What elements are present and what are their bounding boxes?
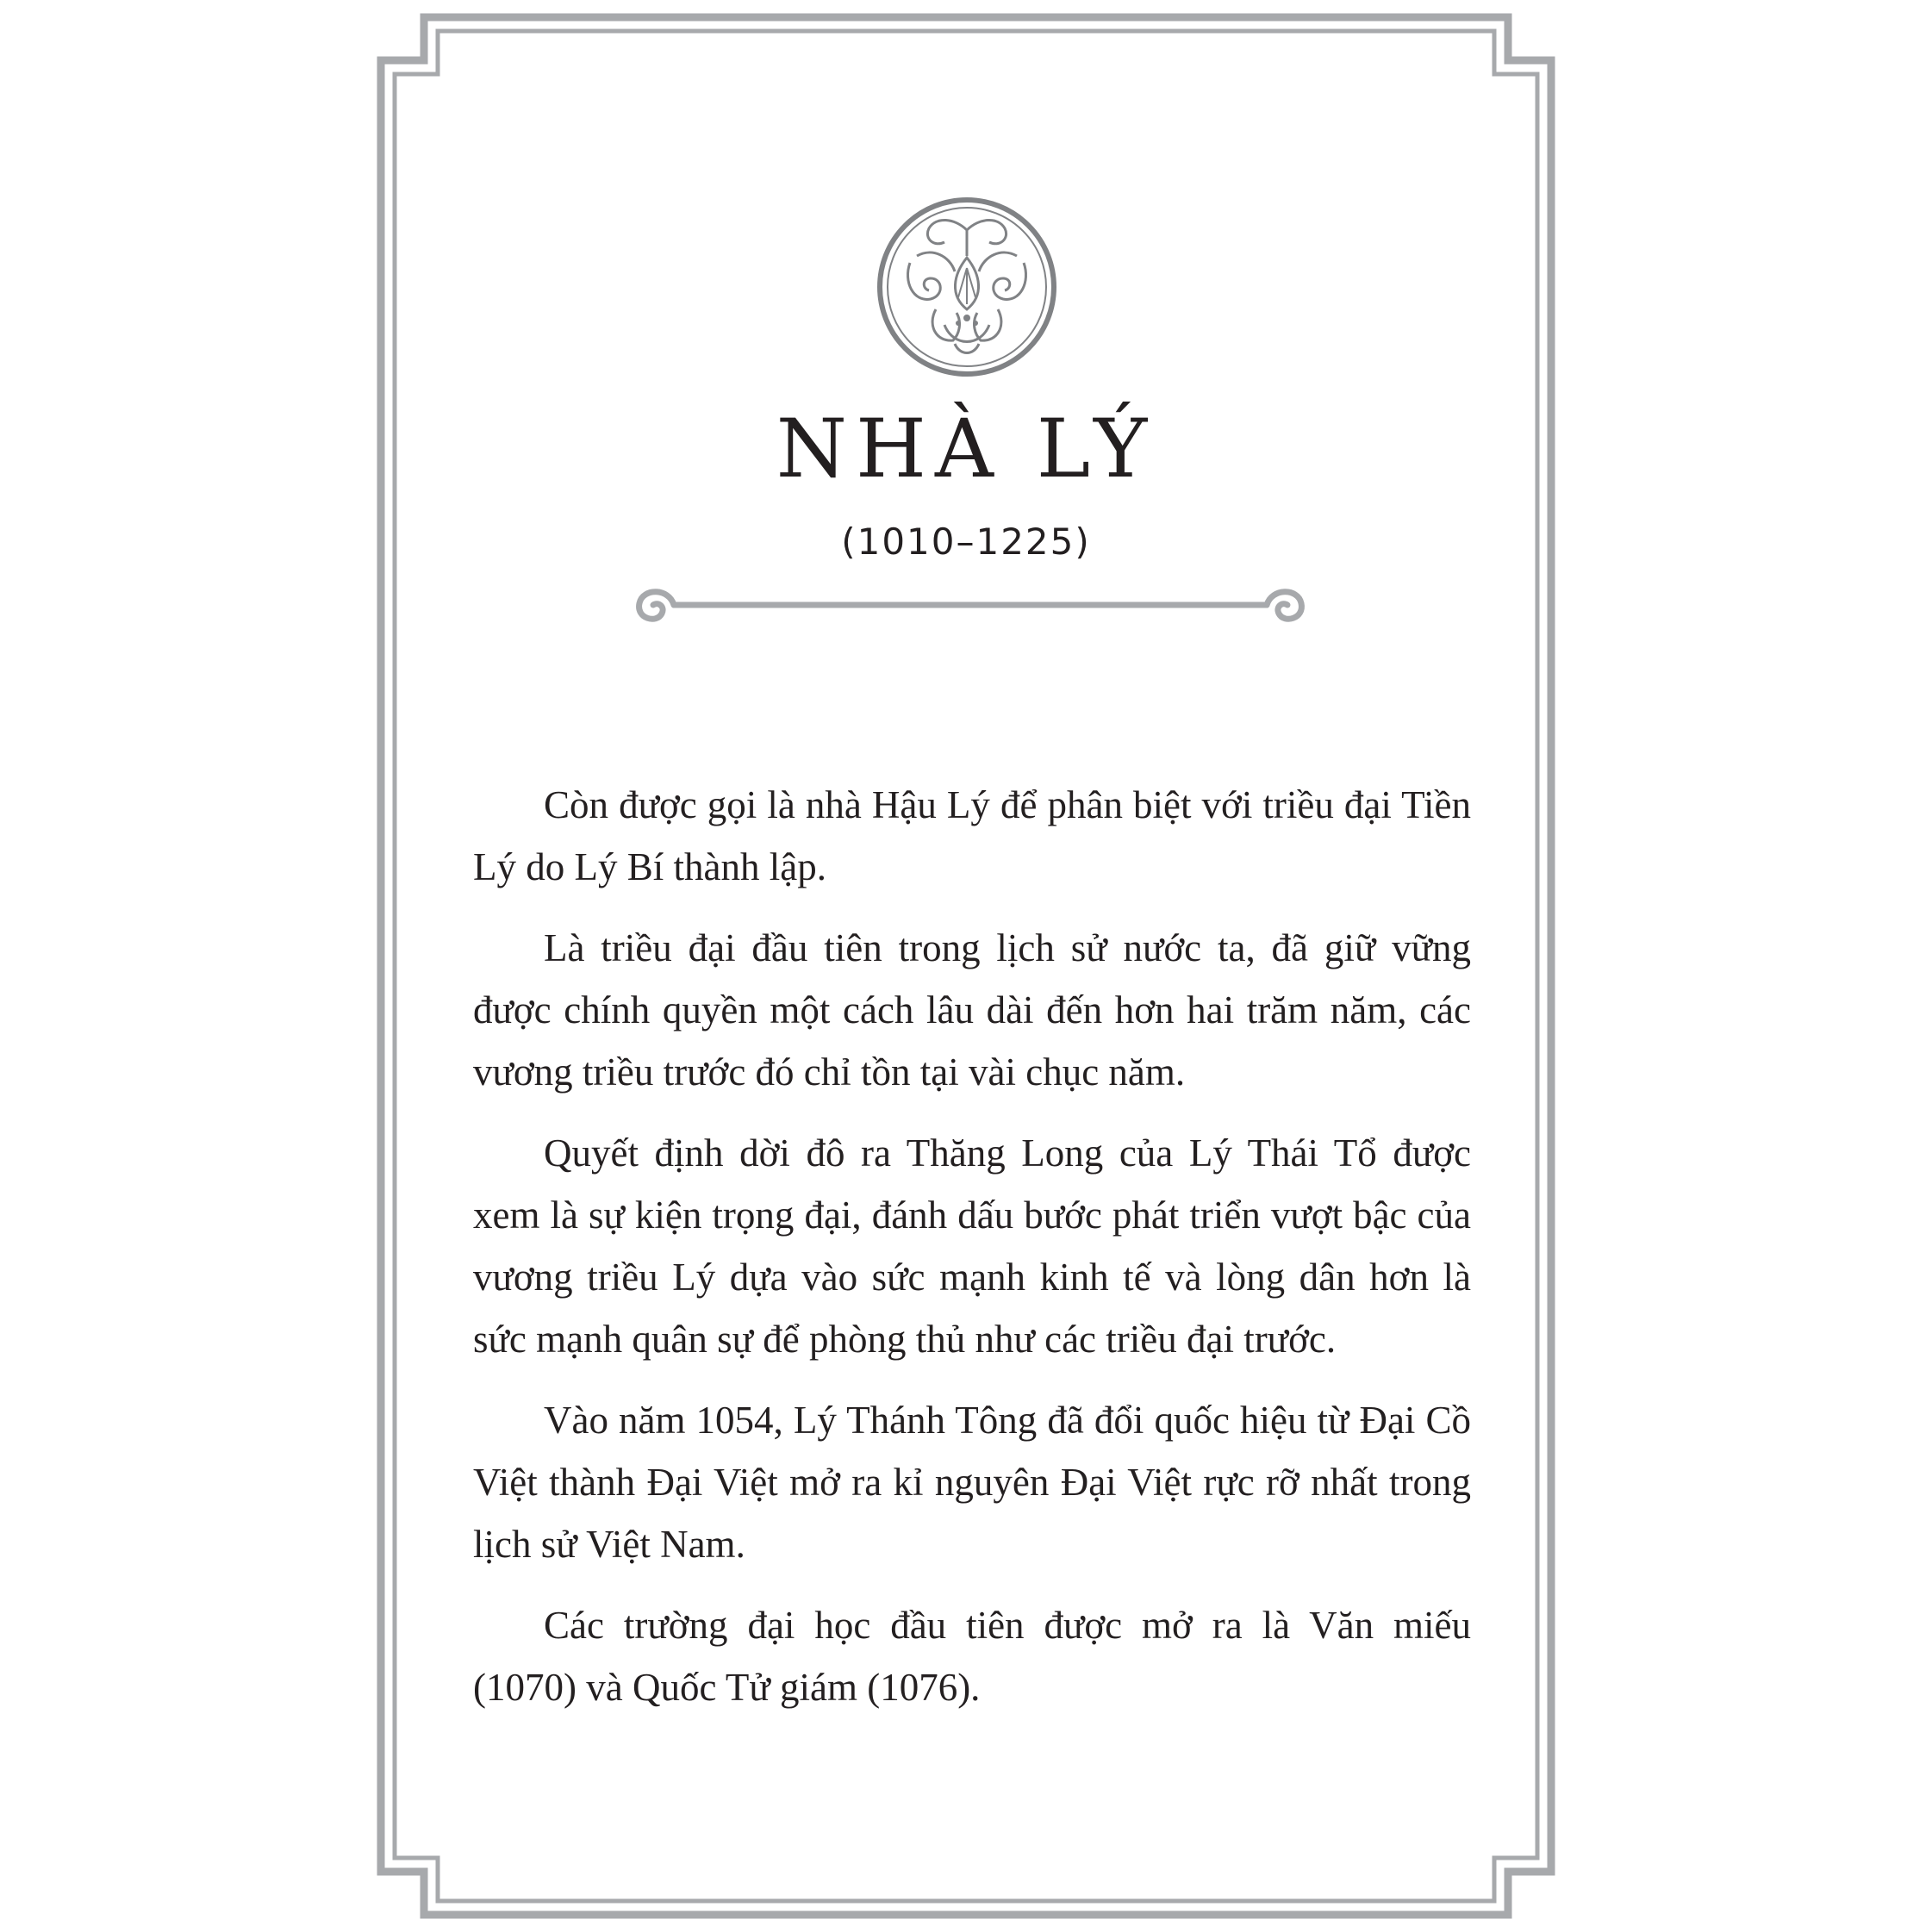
- lotus-medallion-icon: [876, 196, 1058, 378]
- paragraph-4: Vào năm 1054, Lý Thánh Tông đã đổi quốc hiệu từ Đại Cồ Việt thành Đại Việt mở ra kỉ nguyên Đại Việt rực rỡ nhất trong lịch sử Việt Nam.: [473, 1399, 1471, 1566]
- body-text: [473, 774, 1471, 1737]
- page-title: NHÀ LÝ: [776, 402, 1156, 496]
- paragraph-1: Còn được gọi là nhà Hậu Lý để phân biệt với triều đại Tiền Lý do Lý Bí thành lập.: [473, 783, 1471, 888]
- scroll-divider-icon: [627, 579, 1313, 627]
- paragraph-3: Quyết định dời đô ra Thăng Long của Lý Thái Tổ được xem là sự kiện trọng đại, đánh dấu bước phát triển vượt bậc của vương triều Lý dựa vào sức mạnh kinh tế và lòng dân hơn là sức mạnh quân sự để phòng thủ như các triều đại trước.: [473, 1131, 1471, 1361]
- paragraph-2: Là triều đại đầu tiên trong lịch sử nước ta, đã giữ vững được chính quyền một cách lâu dài đến hơn hai trăm năm, các vương triều trước đó chỉ tồn tại vài chục năm.: [473, 926, 1471, 1094]
- paragraph-5: Các trường đại học đầu tiên được mở ra là Văn miếu (1070) và Quốc Tử giám (1076).: [473, 1604, 1471, 1709]
- period-subtitle: (1010–1225): [841, 520, 1091, 563]
